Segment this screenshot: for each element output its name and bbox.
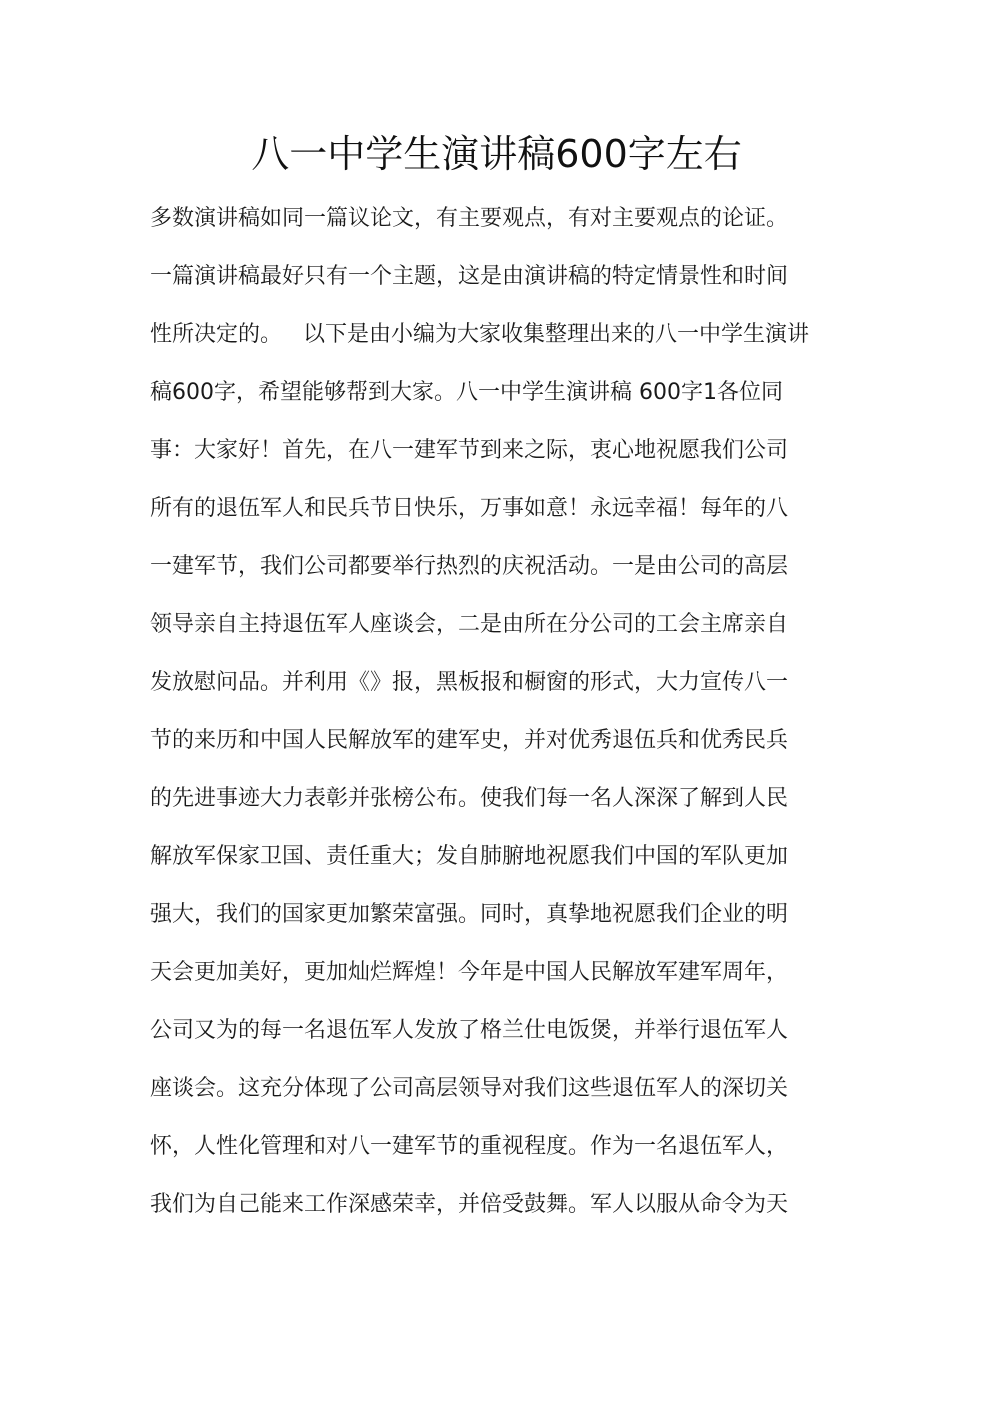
- body-line: 一篇演讲稿最好只有一个主题，这是由演讲稿的特定情景性和时间: [150, 264, 789, 289]
- body-line: 座谈会。这充分体现了公司高层领导对我们这些退伍军人的深切关: [150, 1076, 789, 1101]
- body-line: 领导亲自主持退伍军人座谈会，二是由所在分公司的工会主席亲自: [150, 612, 789, 637]
- document-title: 八一中学生演讲稿600字左右: [251, 132, 742, 176]
- body-line: 所有的退伍军人和民兵节日快乐，万事如意！永远幸福！每年的八: [150, 496, 789, 521]
- body-line: 天会更加美好，更加灿烂辉煌！今年是中国人民解放军建军周年，: [150, 960, 789, 985]
- body-line: 节的来历和中国人民解放军的建军史，并对优秀退伍兵和优秀民兵: [150, 728, 789, 753]
- body-line: 稿600字，希望能够帮到大家。八一中学生演讲稿 600字1各位同: [150, 380, 783, 405]
- body-line: 怀，人性化管理和对八一建军节的重视程度。作为一名退伍军人，: [150, 1134, 789, 1159]
- body-line: 发放慰问品。并利用《》报，黑板报和橱窗的形式，大力宣传八一: [150, 670, 789, 695]
- body-line: 公司又为的每一名退伍军人发放了格兰仕电饭煲，并举行退伍军人: [150, 1018, 789, 1043]
- body-line: 一建军节，我们公司都要举行热烈的庆祝活动。一是由公司的高层: [150, 554, 789, 579]
- body-line: 多数演讲稿如同一篇议论文，有主要观点，有对主要观点的论证。: [150, 206, 789, 231]
- body-line: 的先进事迹大力表彰并张榜公布。使我们每一名人深深了解到人民: [150, 786, 789, 811]
- body-line: 我们为自己能来工作深感荣幸，并倍受鼓舞。军人以服从命令为天: [150, 1192, 789, 1217]
- body-line: 强大，我们的国家更加繁荣富强。同时，真挚地祝愿我们企业的明: [150, 902, 789, 927]
- body-line: 性所决定的。 以下是由小编为大家收集整理出来的八一中学生演讲: [150, 322, 809, 347]
- body-line: 事：大家好！首先，在八一建军节到来之际，衷心地祝愿我们公司: [150, 438, 789, 463]
- body-line: 解放军保家卫国、责任重大；发自肺腑地祝愿我们中国的军队更加: [150, 844, 789, 869]
